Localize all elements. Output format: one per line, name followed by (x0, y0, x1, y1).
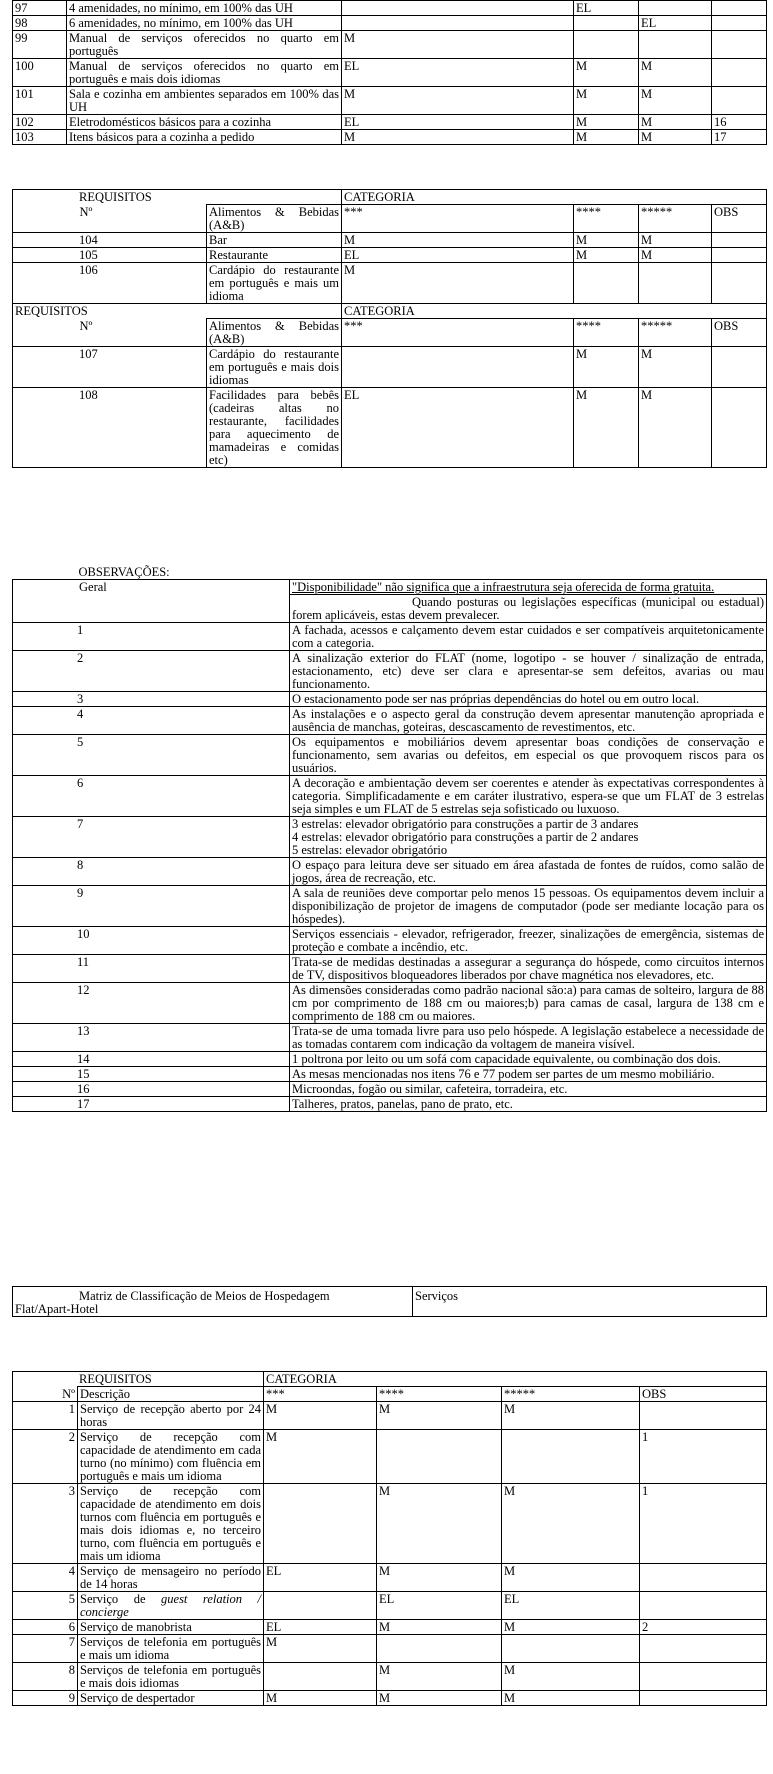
observation-text: As mesas mencionadas nos itens 76 e 77 podem ser partes de um mesmo mobiliário. (290, 1067, 767, 1082)
no-label-2: Nº (78, 319, 207, 347)
obs-items (13, 623, 767, 1112)
row-number: 104 (13, 233, 207, 248)
requirement-text: Sala e cozinha em ambientes separados em 100% das UH (67, 87, 342, 115)
obs-value: 1 (640, 1484, 767, 1564)
section-label: Alimentos & Bebidas (A&B) (207, 205, 342, 233)
observation-text: Microondas, fogão ou similar, cafeteira, torradeira, etc. (290, 1082, 767, 1097)
cat-4-value: M (377, 1691, 502, 1706)
observation-number: 2 (13, 651, 290, 692)
observation-number: 17 (13, 1097, 290, 1112)
obs-value (712, 347, 767, 388)
cat-3-value (342, 16, 574, 31)
observation-text: 1 poltrona por leito ou um sofá com capacidade equivalente, ou combinação dos dois. (290, 1052, 767, 1067)
cat-4-value (377, 1430, 502, 1484)
service-description: Serviços de telefonia em português e mais dois idiomas (78, 1663, 264, 1691)
observation-number: 10 (13, 927, 290, 955)
obs-value (712, 233, 767, 248)
cat-3-value: EL (264, 1564, 377, 1592)
observation-number: 15 (13, 1067, 290, 1082)
requirement-text: Cardápio do restaurante em português e mais um idioma (207, 263, 342, 304)
observation-text: Os equipamentos e mobiliários devem apresentar boas condições de conservação e funcionamento, sem avarias ou defeitos, em especial os que provoquem riscos para os usuários. (290, 735, 767, 776)
observation-text: O estacionamento pode ser nas próprias dependências do hotel ou em outro local. (290, 692, 767, 707)
obs-value: 17 (712, 130, 767, 145)
geral-note-2: Quando posturas ou legislações específicas (municipal ou estadual) forem aplicáveis, estas devem prevalecer. (292, 595, 764, 622)
cat-5-value: M (639, 347, 712, 388)
cat-3-value: M (264, 1402, 377, 1430)
services-requisitos: REQUISITOS (13, 1372, 264, 1387)
row-number: 102 (13, 115, 67, 130)
observation-row (13, 735, 767, 776)
rows-a (13, 233, 767, 304)
observation-number: 13 (13, 1024, 290, 1052)
cat-3-value (264, 1663, 377, 1691)
requirement-text: Restaurante (207, 248, 342, 263)
service-row (13, 1663, 767, 1691)
cat-4-value (574, 263, 639, 304)
cat-4-value: M (574, 130, 639, 145)
categoria-label-2: CATEGORIA (342, 304, 767, 319)
obs-value (712, 388, 767, 468)
service-description: Serviço de recepção com capacidade de atendimento em dois turnos com fluência em português e mais dois idiomas e, no terceiro turno, com fluência em português e mais um idioma (78, 1484, 264, 1564)
observation-row (13, 1052, 767, 1067)
service-description-italic: guest relation / concierge (80, 1592, 262, 1619)
stars-5-2: ***** (639, 319, 712, 347)
requisitos-label-2: REQUISITOS (13, 304, 342, 319)
cat-5-value: M (639, 87, 712, 115)
requisitos-label: REQUISITOS (13, 190, 342, 205)
cat-4-value: M (574, 87, 639, 115)
header-row (13, 190, 767, 205)
observation-row (13, 955, 767, 983)
service-number: 5 (13, 1592, 78, 1620)
observation-text: A sala de reuniões deve comportar pelo menos 15 pessoas. Os equipamentos devem incluir a disponibilização de projetor de imagens de computador (pode ser mediante locação para os hóspedes). (290, 886, 767, 927)
stars-5: ***** (639, 205, 712, 233)
obs-value (712, 263, 767, 304)
stars-4: **** (574, 205, 639, 233)
obs-value (640, 1402, 767, 1430)
table-row (13, 31, 767, 59)
observation-number: 3 (13, 692, 290, 707)
services-obs: OBS (640, 1387, 767, 1402)
stars-4-2: **** (574, 319, 639, 347)
service-description: Serviço de despertador (78, 1691, 264, 1706)
cat-3-value: M (342, 263, 574, 304)
cat-4-value: M (574, 248, 639, 263)
services-stars-4: **** (377, 1387, 502, 1402)
observation-number: 1 (13, 623, 290, 651)
cat-4-value: M (377, 1564, 502, 1592)
cat-5-value: M (502, 1691, 640, 1706)
cat-5-value (639, 1, 712, 16)
requirement-text: Bar (207, 233, 342, 248)
obs-value (640, 1592, 767, 1620)
table-row (13, 16, 767, 31)
obs-value (640, 1564, 767, 1592)
cat-4-value: EL (574, 1, 639, 16)
observation-number: 7 (13, 817, 290, 858)
cat-4-value: M (574, 59, 639, 87)
row-number: 103 (13, 130, 67, 145)
obs-value (712, 1, 767, 16)
observation-row (13, 1097, 767, 1112)
stars-3: *** (342, 205, 574, 233)
cat-5-value: M (639, 233, 712, 248)
cat-5-value: M (502, 1484, 640, 1564)
rows (13, 1, 767, 145)
cat-3-value: M (264, 1635, 377, 1663)
observation-number: 8 (13, 858, 290, 886)
observation-text: 3 estrelas: elevador obrigatório para construções a partir de 3 andares 4 estrelas: elevador obrigatório para construções a partir de 2 andares 5 estrelas: elevador obrigatório (290, 817, 767, 858)
services-descricao: Descrição (78, 1387, 264, 1402)
row-number: 108 (13, 388, 207, 468)
observation-row (13, 776, 767, 817)
services-table (12, 1371, 767, 1706)
requirement-text: Manual de serviços oferecidos no quarto em português e mais dois idiomas (67, 59, 342, 87)
table-row (13, 347, 767, 388)
services-stars-3: *** (264, 1387, 377, 1402)
obs-value (712, 16, 767, 31)
service-row (13, 1620, 767, 1635)
cat-4-value: M (574, 233, 639, 248)
observation-row (13, 817, 767, 858)
obs-value (640, 1635, 767, 1663)
observation-row (13, 1024, 767, 1052)
observation-number: 9 (13, 886, 290, 927)
cat-3-value: M (264, 1430, 377, 1484)
obs-label: OBS (712, 205, 767, 233)
service-description: Serviço de mensageiro no período de 14 horas (78, 1564, 264, 1592)
table-row (13, 263, 767, 304)
cat-3-value (264, 1592, 377, 1620)
observation-text: O espaço para leitura deve ser situado em área afastada de fontes de ruídos, como salão de jogos, área de recreação, etc. (290, 858, 767, 886)
cat-5-value: M (639, 130, 712, 145)
cat-3-value: M (342, 87, 574, 115)
matrix-section: Serviços (413, 1287, 767, 1317)
service-description: Serviço de recepção com capacidade de atendimento em cada turno (no mínimo) com fluência em português e mais um idioma (78, 1430, 264, 1484)
observation-text: As instalações e o aspecto geral da construção devem apresentar manutenção apropriada e ausência de manchas, goteiras, descascamento de revestimentos, etc. (290, 707, 767, 735)
obs-value (712, 87, 767, 115)
obs-value (712, 59, 767, 87)
matrix-subtitle: Flat/Apart-Hotel (15, 1302, 99, 1316)
cat-3-value: M (342, 31, 574, 59)
cat-5-value: M (502, 1663, 640, 1691)
obs-value (712, 31, 767, 59)
cat-4-value (574, 16, 639, 31)
cat-4-value: M (377, 1620, 502, 1635)
obs-geral-row (13, 580, 767, 623)
cat-5-value (502, 1635, 640, 1663)
cat-3-value: EL (264, 1620, 377, 1635)
observation-text: A decoração e ambientação devem ser coerentes e atender às expectativas correspondentes à categoria. Simplificadamente e em caráter ilustrativo, espera-se que um FLAT de 3 estrelas seja simples e um FLAT de 5 estrelas seja sofisticado ou luxuoso. (290, 776, 767, 817)
table-row (13, 115, 767, 130)
requirement-text: Cardápio do restaurante em português e mais dois idiomas (207, 347, 342, 388)
row-number: 107 (13, 347, 207, 388)
cat-3-value: EL (342, 248, 574, 263)
services-categoria: CATEGORIA (264, 1372, 767, 1387)
table-row (13, 388, 767, 468)
services-subheader-row (13, 1387, 767, 1402)
observation-row (13, 927, 767, 955)
cat-4-value: M (377, 1663, 502, 1691)
observation-text: Talheres, pratos, panelas, pano de prato, etc. (290, 1097, 767, 1112)
cat-4-value: EL (377, 1592, 502, 1620)
observation-number: 14 (13, 1052, 290, 1067)
service-number: 3 (13, 1484, 78, 1564)
cat-3-value: EL (342, 388, 574, 468)
cat-5-value (639, 31, 712, 59)
cat-4-value: M (377, 1484, 502, 1564)
cat-3-value: M (342, 233, 574, 248)
row-number: 100 (13, 59, 67, 87)
service-row (13, 1564, 767, 1592)
service-description: Serviço de recepção aberto por 24 horas (78, 1402, 264, 1430)
observation-row (13, 692, 767, 707)
stars-3-2: *** (342, 319, 574, 347)
service-description: Serviço de manobrista (78, 1620, 264, 1635)
obs-value (640, 1663, 767, 1691)
requirement-text: Eletrodomésticos básicos para a cozinha (67, 115, 342, 130)
observation-text: As dimensões consideradas como padrão nacional são:a) para camas de solteiro, largura de 88 cm por comprimento de 188 cm ou maiores;b) para camas de casal, largura de 138 cm e comprimento de 188 cm ou maiores. (290, 983, 767, 1024)
matrix-title-table (12, 1286, 767, 1317)
service-number: 7 (13, 1635, 78, 1663)
observation-number: 5 (13, 735, 290, 776)
service-row (13, 1484, 767, 1564)
cat-5-value: M (502, 1620, 640, 1635)
services-stars-5: ***** (502, 1387, 640, 1402)
observation-row (13, 886, 767, 927)
no-label: Nº (78, 205, 207, 233)
obs-value: 2 (640, 1620, 767, 1635)
geral-note-1: "Disponibilidade" não significa que a infraestrutura seja oferecida de forma gratuita. (290, 580, 766, 595)
observation-text: A fachada, acessos e calçamento devem estar cuidados e ser compatíveis arquitetonicamente com a categoria. (290, 623, 767, 651)
cat-3-value: M (342, 130, 574, 145)
requirement-text: 6 amenidades, no mínimo, em 100% das UH (67, 16, 342, 31)
obs-value (712, 248, 767, 263)
cat-5-value: EL (502, 1592, 640, 1620)
cat-5-value: M (639, 115, 712, 130)
observation-text: Trata-se de medidas destinadas a assegurar a segurança do hóspede, como circuitos internos de TV, dispositivos bloqueadores liberados por chave magnética nos elevadores, etc. (290, 955, 767, 983)
cat-5-value: M (639, 388, 712, 468)
row-number: 98 (13, 16, 67, 31)
observation-text: Serviços essenciais - elevador, refrigerador, freezer, sinalizações de emergência, sistemas de proteção e combate a incêndio, etc. (290, 927, 767, 955)
table-row (13, 87, 767, 115)
row-number: 101 (13, 87, 67, 115)
cat-5-value: M (639, 59, 712, 87)
services-header-row (13, 1372, 767, 1387)
cat-4-value (574, 31, 639, 59)
cat-4-value: M (574, 115, 639, 130)
observation-text: A sinalização exterior do FLAT (nome, logotipo - se houver / sinalização de entrada, estacionamento, etc) deve ser clara e apresentar-se sem defeitos, avarias ou mau funcionamento. (290, 651, 767, 692)
cat-3-value: M (264, 1691, 377, 1706)
cat-3-value: EL (342, 59, 574, 87)
requirements-table-rooms (12, 0, 767, 145)
cat-3-value (342, 347, 574, 388)
rows-b (13, 347, 767, 468)
header-row-2 (13, 304, 767, 319)
observation-row (13, 651, 767, 692)
service-row (13, 1592, 767, 1620)
service-row (13, 1691, 767, 1706)
matrix-title: Matriz de Classificação de Meios de Hospedagem (79, 1289, 330, 1303)
cat-4-value: M (574, 388, 639, 468)
service-row (13, 1430, 767, 1484)
service-number: 1 (13, 1402, 78, 1430)
row-number: 105 (13, 248, 207, 263)
observation-row (13, 707, 767, 735)
observation-number: 6 (13, 776, 290, 817)
observation-row (13, 858, 767, 886)
observation-row (13, 1082, 767, 1097)
obs-title-row (13, 565, 767, 580)
requirement-text: 4 amenidades, no mínimo, em 100% das UH (67, 1, 342, 16)
observation-number: 4 (13, 707, 290, 735)
cat-5-value: M (502, 1564, 640, 1592)
subheader-row (13, 205, 767, 233)
service-number: 2 (13, 1430, 78, 1484)
subheader-row-2 (13, 319, 767, 347)
cat-4-value: M (377, 1402, 502, 1430)
observation-row (13, 623, 767, 651)
cat-5-value (639, 263, 712, 304)
service-description-text: Serviço de (80, 1592, 162, 1606)
cat-3-value: EL (342, 115, 574, 130)
service-number: 4 (13, 1564, 78, 1592)
cat-3-value (264, 1484, 377, 1564)
cat-5-value: EL (639, 16, 712, 31)
row-number: 99 (13, 31, 67, 59)
cat-5-value: M (502, 1402, 640, 1430)
services-no: Nº (13, 1387, 78, 1402)
cat-3-value (342, 1, 574, 16)
table-row (13, 1, 767, 16)
obs-value (640, 1691, 767, 1706)
cat-5-value (502, 1430, 640, 1484)
obs-value: 16 (712, 115, 767, 130)
cat-4-value: M (574, 347, 639, 388)
observation-number: 16 (13, 1082, 290, 1097)
requirement-text: Itens básicos para a cozinha a pedido (67, 130, 342, 145)
observations-table (12, 565, 767, 1112)
service-number: 8 (13, 1663, 78, 1691)
service-row (13, 1635, 767, 1663)
observation-row (13, 983, 767, 1024)
observation-number: 11 (13, 955, 290, 983)
section-label-2: Alimentos & Bebidas (A&B) (207, 319, 342, 347)
requirement-text: Facilidades para bebês (cadeiras altas no restaurante, facilidades para aquecimento de mamadeiras e comidas etc) (207, 388, 342, 468)
cat-4-value (377, 1635, 502, 1663)
services-rows (13, 1402, 767, 1706)
row-number: 97 (13, 1, 67, 16)
categoria-label: CATEGORIA (342, 190, 767, 205)
table-row (13, 130, 767, 145)
table-row (13, 233, 767, 248)
observation-row (13, 1067, 767, 1082)
table-row (13, 248, 767, 263)
geral-label: Geral (13, 580, 290, 623)
observation-number: 12 (13, 983, 290, 1024)
service-row (13, 1402, 767, 1430)
service-description (78, 1592, 264, 1620)
service-description: Serviços de telefonia em português e mais um idioma (78, 1635, 264, 1663)
requirement-text: Manual de serviços oferecidos no quarto em português (67, 31, 342, 59)
obs-label-2: OBS (712, 319, 767, 347)
cat-5-value: M (639, 248, 712, 263)
requirements-table-food-beverage (12, 189, 767, 468)
service-number: 9 (13, 1691, 78, 1706)
observation-text: Trata-se de uma tomada livre para uso pelo hóspede. A legislação estabelece a necessidade de as tomadas contarem com indicação da voltagem de maneira visível. (290, 1024, 767, 1052)
row-number: 106 (13, 263, 207, 304)
service-number: 6 (13, 1620, 78, 1635)
obs-value: 1 (640, 1430, 767, 1484)
table-row (13, 59, 767, 87)
observations-title: OBSERVAÇÕES: (78, 565, 170, 579)
